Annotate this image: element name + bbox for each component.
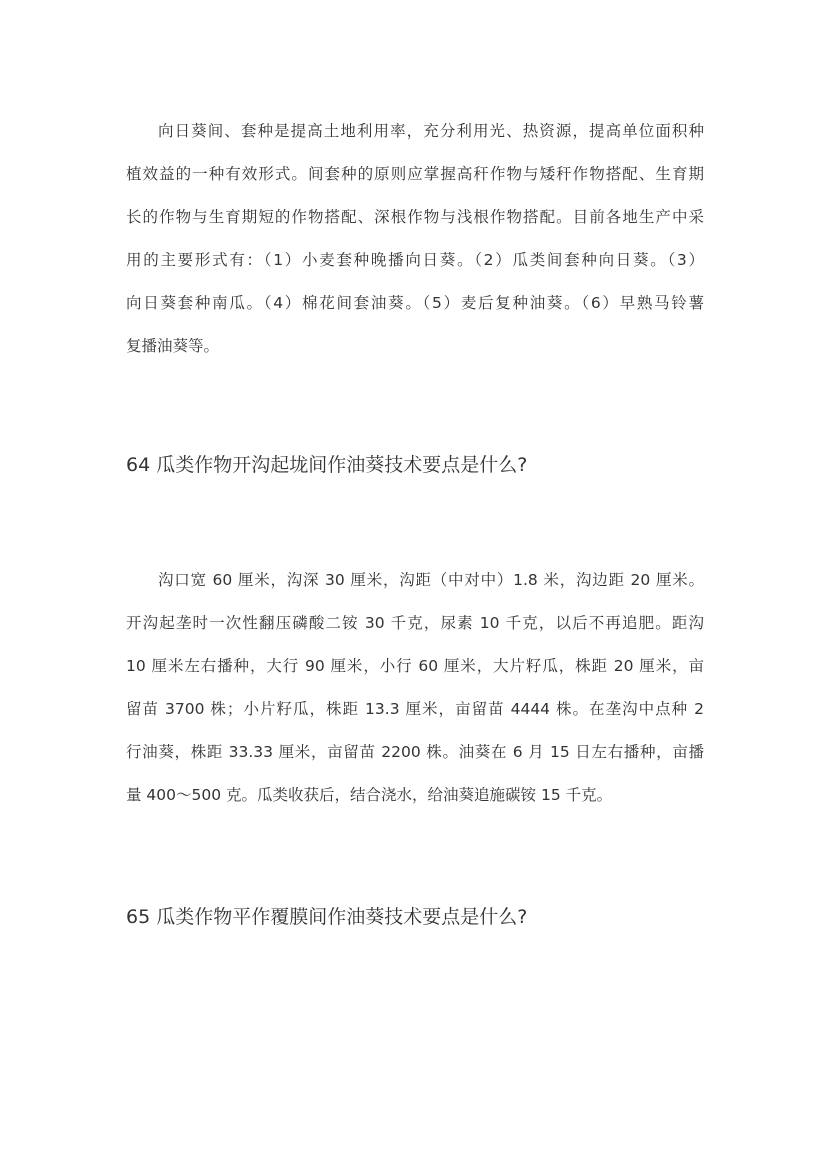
paragraph-line: 用的主要形式有：（1）小麦套种晚播向日葵。（2）瓜类间套种向日葵。（3）	[126, 251, 704, 269]
paragraph-line: 量 400～500 克。瓜类收获后，结合浇水，给油葵追施碳铵 15 千克。	[126, 786, 613, 804]
paragraph-line: 向日葵间、套种是提高土地利用率，充分利用光、热资源，提高单位面积种	[158, 122, 704, 140]
paragraph-line: 长的作物与生育期短的作物搭配、深根作物与浅根作物搭配。目前各地生产中采	[126, 208, 704, 226]
paragraph-line: 行油葵，株距 33.33 厘米，亩留苗 2200 株。油葵在 6 月 15 日左右播种，亩播	[126, 743, 704, 761]
paragraph-ditch-ridge-technique	[126, 559, 704, 817]
paragraph-line: 开沟起垄时一次性翻压磷酸二铵 30 千克，尿素 10 千克，以后不再追肥。距沟	[126, 614, 704, 632]
paragraph-line: 沟口宽 60 厘米，沟深 30 厘米，沟距（中对中）1.8 米，沟边距 20 厘米。	[158, 571, 704, 589]
paragraph-line: 留苗 3700 株；小片籽瓜，株距 13.3 厘米，亩留苗 4444 株。在垄沟中点种 2	[126, 700, 704, 718]
paragraph-line: 向日葵套种南瓜。（4）棉花间套油葵。（5）麦后复种油葵。（6）早熟马铃薯	[126, 294, 704, 312]
section-heading-64: 64 瓜类作物开沟起垅间作油葵技术要点是什么?	[126, 454, 528, 476]
paragraph-intercropping-sunflower	[126, 110, 704, 368]
section-heading-65: 65 瓜类作物平作覆膜间作油葵技术要点是什么?	[126, 906, 528, 928]
paragraph-line: 复播油葵等。	[126, 337, 220, 355]
paragraph-line: 植效益的一种有效形式。间套种的原则应掌握高秆作物与矮秆作物搭配、生育期	[126, 165, 704, 183]
paragraph-line: 10 厘米左右播种，大行 90 厘米，小行 60 厘米，大片籽瓜，株距 20 厘米，亩	[126, 657, 704, 675]
